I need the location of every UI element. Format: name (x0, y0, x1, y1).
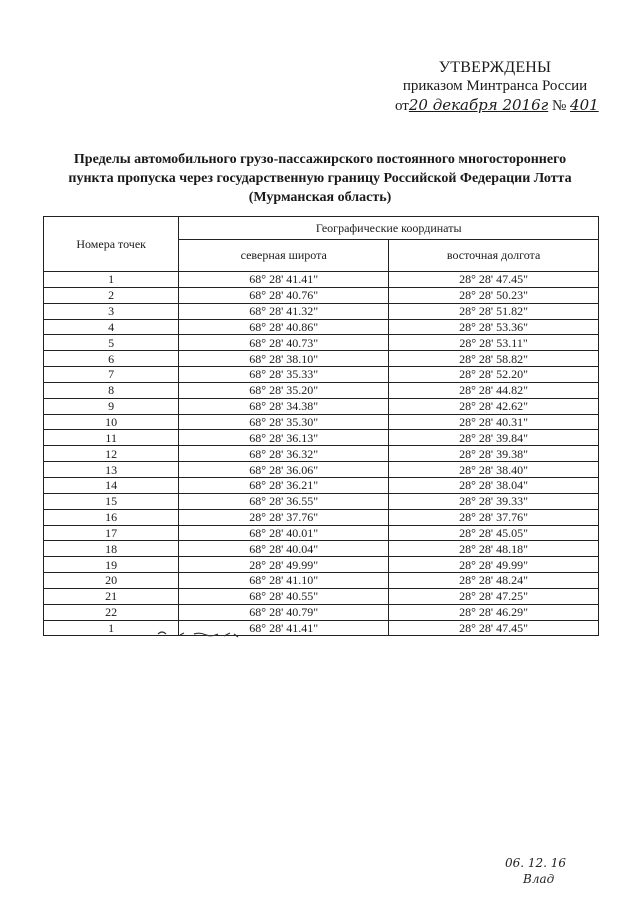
point-number-cell: 3 (44, 303, 179, 319)
longitude-cell: 28° 28' 51.82" (389, 303, 599, 319)
latitude-cell: 68° 28' 35.20" (179, 382, 389, 398)
point-number-cell: 15 (44, 493, 179, 509)
table-row (44, 557, 599, 573)
longitude-cell: 28° 28' 58.82" (389, 351, 599, 367)
table-row (44, 493, 599, 509)
table-row (44, 319, 599, 335)
longitude-cell: 28° 28' 44.82" (389, 382, 599, 398)
latitude-cell: 68° 28' 40.86" (179, 319, 389, 335)
handwritten-date: 06. 12. 16 (505, 856, 567, 870)
latitude-cell: 68° 28' 36.55" (179, 493, 389, 509)
longitude-cell: 28° 28' 39.84" (389, 430, 599, 446)
point-number-cell: 5 (44, 335, 179, 351)
table-row (44, 525, 599, 541)
latitude-cell: 68° 28' 35.30" (179, 414, 389, 430)
longitude-cell: 28° 28' 42.62" (389, 398, 599, 414)
longitude-cell: 28° 28' 39.38" (389, 446, 599, 462)
point-number-cell: 1 (44, 272, 179, 288)
longitude-cell: 28° 28' 38.40" (389, 462, 599, 478)
latitude-cell: 28° 28' 49.99" (179, 557, 389, 573)
approval-number-label: № (551, 98, 567, 114)
latitude-cell: 68° 28' 41.41" (179, 620, 389, 636)
table-row (44, 477, 599, 493)
point-number-cell: 17 (44, 525, 179, 541)
table-row (44, 541, 599, 557)
longitude-cell: 28° 28' 45.05" (389, 525, 599, 541)
longitude-cell: 28° 28' 49.99" (389, 557, 599, 573)
table-row (44, 446, 599, 462)
longitude-cell: 28° 28' 46.29" (389, 604, 599, 620)
point-number-cell: 11 (44, 430, 179, 446)
longitude-cell: 28° 28' 40.31" (389, 414, 599, 430)
latitude-cell: 68° 28' 40.01" (179, 525, 389, 541)
point-number-cell: 19 (44, 557, 179, 573)
approval-block (395, 58, 599, 116)
point-number-cell: 16 (44, 509, 179, 525)
longitude-cell: 28° 28' 47.45" (389, 620, 599, 636)
document-title (40, 150, 600, 207)
latitude-cell: 68° 28' 38.10" (179, 351, 389, 367)
point-number-cell: 8 (44, 382, 179, 398)
point-number-cell: 2 (44, 287, 179, 303)
title-line-3: (Мурманская область) (248, 190, 392, 205)
table-row (44, 351, 599, 367)
latitude-cell: 68° 28' 36.06" (179, 462, 389, 478)
approval-title: УТВЕРЖДЕНЫ (438, 59, 552, 76)
latitude-cell: 68° 28' 40.79" (179, 604, 389, 620)
header-north-latitude: северная широта (179, 240, 389, 272)
header-point-numbers: Номера точек (44, 217, 179, 272)
latitude-cell: 68° 28' 36.13" (179, 430, 389, 446)
point-number-cell: 10 (44, 414, 179, 430)
approval-from-prefix: от (395, 98, 409, 114)
point-number-cell: 13 (44, 462, 179, 478)
table-row (44, 462, 599, 478)
approval-by: приказом Минтранса России (402, 78, 588, 94)
latitude-cell: 68° 28' 36.32" (179, 446, 389, 462)
table-row (44, 430, 599, 446)
longitude-cell: 28° 28' 37.76" (389, 509, 599, 525)
table-row (44, 620, 599, 636)
handwritten-note (505, 855, 566, 887)
longitude-cell: 28° 28' 53.36" (389, 319, 599, 335)
longitude-cell: 28° 28' 38.04" (389, 477, 599, 493)
table-row (44, 588, 599, 604)
latitude-cell: 68° 28' 34.38" (179, 398, 389, 414)
point-number-cell: 9 (44, 398, 179, 414)
latitude-cell: 28° 28' 37.76" (179, 509, 389, 525)
approval-number: 401 (570, 96, 599, 114)
latitude-cell: 68° 28' 41.41" (179, 272, 389, 288)
title-line-1: Пределы автомобильного грузо-пассажирского постоянного многостороннего (73, 152, 567, 167)
approval-date: 20 декабря 2016г (408, 96, 549, 114)
header-geo-coordinates: Географические координаты (179, 217, 599, 240)
table-row (44, 272, 599, 288)
point-number-cell: 1 (44, 620, 179, 636)
point-number-cell: 6 (44, 351, 179, 367)
latitude-cell: 68° 28' 41.10" (179, 573, 389, 589)
longitude-cell: 28° 28' 50.23" (389, 287, 599, 303)
table-row (44, 335, 599, 351)
coordinates-table (43, 216, 599, 636)
latitude-cell: 68° 28' 41.32" (179, 303, 389, 319)
table-row (44, 414, 599, 430)
point-number-cell: 20 (44, 573, 179, 589)
table-body (44, 272, 599, 636)
table-row (44, 303, 599, 319)
table-row (44, 398, 599, 414)
pen-mark (150, 626, 250, 642)
approval-date-line (395, 96, 599, 116)
point-number-cell: 18 (44, 541, 179, 557)
latitude-cell: 68° 28' 40.55" (179, 588, 389, 604)
table-row (44, 573, 599, 589)
table-row (44, 287, 599, 303)
latitude-cell: 68° 28' 40.73" (179, 335, 389, 351)
longitude-cell: 28° 28' 39.33" (389, 493, 599, 509)
point-number-cell: 12 (44, 446, 179, 462)
title-line-2: пункта пропуска через государственную границу Российской Федерации Лотта (68, 171, 572, 186)
longitude-cell: 28° 28' 47.45" (389, 272, 599, 288)
longitude-cell: 28° 28' 48.24" (389, 573, 599, 589)
table-row (44, 367, 599, 383)
table-row (44, 382, 599, 398)
table-row (44, 604, 599, 620)
table-row (44, 509, 599, 525)
longitude-cell: 28° 28' 53.11" (389, 335, 599, 351)
longitude-cell: 28° 28' 52.20" (389, 367, 599, 383)
point-number-cell: 14 (44, 477, 179, 493)
latitude-cell: 68° 28' 36.21" (179, 477, 389, 493)
handwritten-initials: Влад (523, 872, 555, 886)
point-number-cell: 21 (44, 588, 179, 604)
point-number-cell: 4 (44, 319, 179, 335)
latitude-cell: 68° 28' 35.33" (179, 367, 389, 383)
longitude-cell: 28° 28' 48.18" (389, 541, 599, 557)
latitude-cell: 68° 28' 40.04" (179, 541, 389, 557)
point-number-cell: 7 (44, 367, 179, 383)
header-east-longitude: восточная долгота (389, 240, 599, 272)
longitude-cell: 28° 28' 47.25" (389, 588, 599, 604)
latitude-cell: 68° 28' 40.76" (179, 287, 389, 303)
point-number-cell: 22 (44, 604, 179, 620)
